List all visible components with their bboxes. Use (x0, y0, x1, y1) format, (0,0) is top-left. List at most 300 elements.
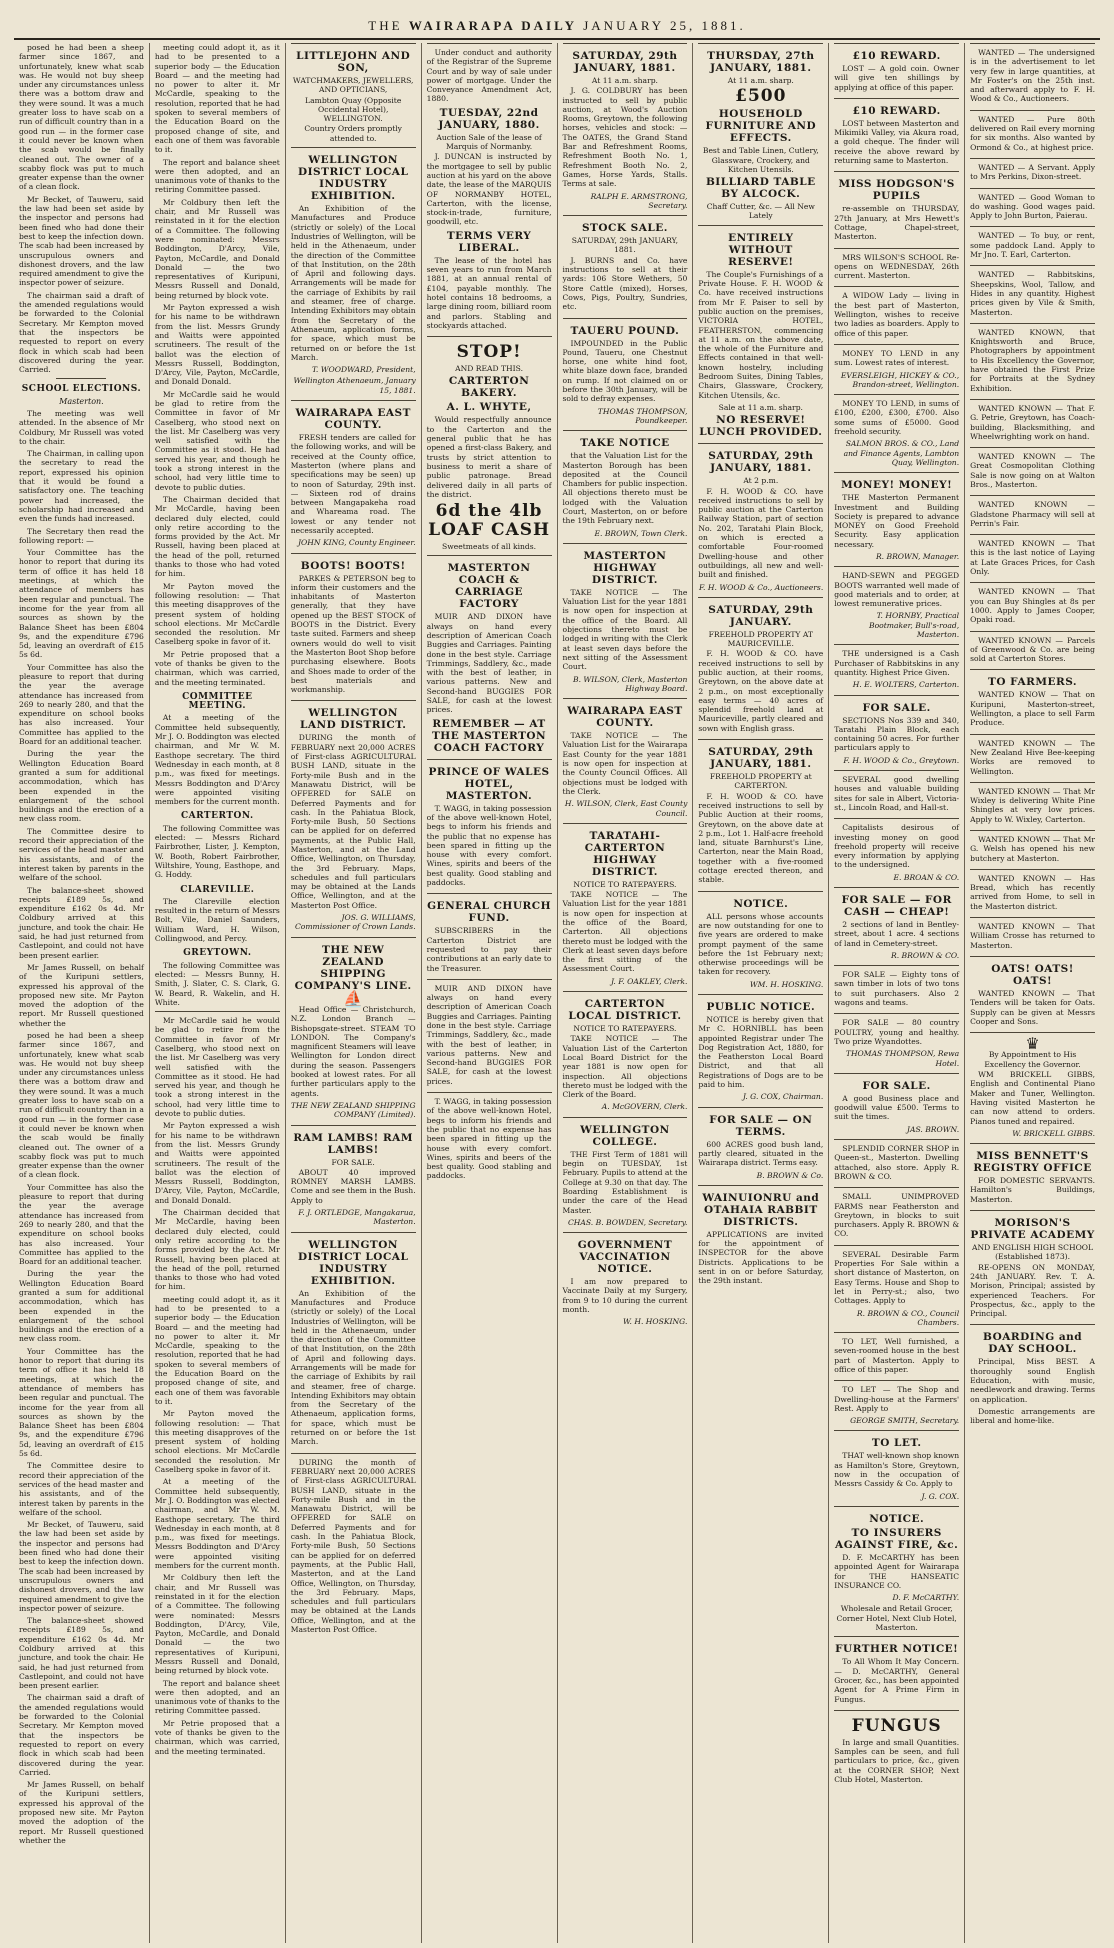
ad-body: In large and small Quantities. Samples can be seen, and full particulars to price, &c., given at the CORNER SHOP, Next Club Hotel, Masterton. (834, 1737, 960, 1784)
ad-title: MORISON'S PRIVATE ACADEMY (970, 1217, 1095, 1242)
ad-title: TERMS VERY LIBERAL. (446, 229, 532, 254)
ad-signature: THOMAS THOMPSON, Poundkeeper. (597, 406, 688, 425)
ad-body: TAKE NOTICE — The Valuation List for the year 1881 is now open for inspection at the office of the Board, Carterton. All objections thereto must be lodged with the Clerk at least seven days before the first sitting of the Assessment Court. (562, 890, 688, 974)
advertisement-exhibition (291, 1232, 416, 1453)
article-paragraph: The balance-sheet showed receipts £189 5s, and expenditure £162 0s 4d. Mr Coldbury arrived at this juncture, and took the chair. He said, he had just returned from Castlepoint, and could not have been present earlier. (19, 885, 144, 960)
ad-signature: Wellington Athenaeum, January 15, 1881. (293, 376, 416, 395)
ad-body: WANTED — To buy, or rent, some paddock Land. Apply to Mr Jno. T. Earl, Carterton. (970, 231, 1095, 260)
article-paragraph: Your Committee has the honor to report that during its term of office it has held 18 meetings, at which the attendance of members has been regular and punctual. The income for the year from all sources as shown by the Balance Sheet has been £804 9s, and the expenditure £796 5d, leaving an overdraft of £15 5s 6d. (19, 548, 144, 660)
advertisement-notice-accounts (698, 891, 823, 994)
ad-body: Head Office — Christchurch, N.Z. London Branch — Bishopsgate-street. STEAM TO LONDON. The Company's magnificent Steamers will leave Wellington for London direct during the season. Passengers booked at lowest rates. For all further particulars apply to the agents. (290, 1004, 416, 1098)
advertisement-wanted-known (970, 869, 1095, 917)
ad-body: FOR SALE — Eighty tons of sawn timber in lots of two tons to suit purchasers. Also 2 wagons and teams. (834, 970, 960, 1008)
columns (14, 43, 1100, 1943)
ad-body: D. F. McCARTHY has been appointed Agent for Wairarapa for THE HANSEATIC INSURANCE CO. (834, 1552, 960, 1590)
ad-title: WAINUIONRU and OTAHAIA RABBIT DISTRICTS. (702, 1191, 820, 1228)
ad-body: RE-OPENS ON MONDAY, 24th JANUARY. Rev. T. A. Morison, Principal; assisted by experienced Teachers. For Prospectus, &c., apply to the Principal. (970, 1262, 1095, 1319)
advertisement-coach-factory (427, 555, 552, 758)
column-3 (286, 43, 422, 1943)
ad-body: WANTED KNOWN — Parcels of Greenwood & Co. are being sold at Carterton Stores. (970, 635, 1095, 664)
article-paragraph: At a meeting of the Committee held subsequently, Mr J. O. Boddington was elected chairman, and Mr W. M. Easthope secretary. The third Wednesday in each month, at 8 p.m., was fixed for meetings. Messrs Boddington and D'Arcy were appointed visiting members for the current month. (154, 713, 280, 807)
ad-line: AND ENGLISH HIGH SCHOOL (Established 1873). (972, 1243, 1094, 1262)
ad-body: DURING the month of FEBRUARY next 20,000 ACRES of First-class AGRICULTURAL BUSH LAND, situate in the Forty-mile Bush and in the Manawatu District, will be OFFERED for SALE on Deferred Payments and for cash. In the Pahiatua Block, Forty-mile Bush, 50 Sections can be applied for on deferred payments, at the Public Hall, Masterton, and at the Land Office, Wellington, on Thursday, the 3rd February. Maps, schedules and full particulars may be obtained at the Lands Office, Wellington, and at the Masterton Post Office. (290, 1457, 416, 1634)
ad-body: To All Whom It May Concern. — D. McCARTHY, General Grocer, &c., has been appointed Agent for A Prime Firm in Fungus. (834, 1657, 960, 1704)
ad-body: T. WAGG, in taking possession of the above well-known Hotel, begs to inform his friends and the public that no expense has been spared in fitting up the house with every comfort. Wines, spirits and beers of the best quality. Good stabling and paddocks. (426, 803, 552, 888)
ad-body: 600 ACRES good bush land, partly cleared, situated in the Wairarapa district. Terms easy. (698, 1139, 824, 1168)
ad-title: TO LET. (871, 1437, 922, 1450)
column-2 (150, 43, 286, 1943)
ad-signature: E. BROAN & CO. (893, 872, 960, 882)
advertisement-prince-of-wales-hotel (427, 759, 552, 894)
ad-headline: FUNGUS (851, 1715, 942, 1736)
ad-body: The lease of the hotel has seven years to run from March 1881, at an annual rental of £104, payable monthly. The hotel contains 18 bedrooms, a large dining room, billiard room and parlors. Stabling and stockyards attached. (426, 255, 552, 330)
advertisement-registry-office (970, 1143, 1095, 1210)
ad-body: SPLENDID CORNER SHOP in Queen-st., Masterton. Dwelling attached, also store. Apply R. BROWN & CO. (834, 1144, 960, 1181)
section-heading-greytown: GREYTOWN. (183, 948, 252, 959)
ad-signature: EVERSLEIGH, HICKEY & CO., Brandon-street, Wellington. (840, 370, 960, 389)
article-paragraph: Mr Payton expressed a wish for his name to be withdrawn from the list. Messrs Grundy and Waitts were appointed scrutineers. The result of the ballot was the election of Messrs Russell, Boddington, D'Arcy, Vile, Payton, McCardle, and Donald Donald. (154, 303, 280, 387)
ad-title: SATURDAY, 29th JANUARY, 1881. (572, 50, 678, 74)
article-paragraph: posed he had been a sheep farmer since 1867, and unfortunately, knew what scab was. He would not buy sheep under any circumstances unless there was a bottom draw and they were sound. It was a much greater loss to have scab on a run of difficult country than in a good run — in the former case it could never be known when the scab would be finally cleaned out. The owner of a scabby flock was put to much greater expense than the owner of a clean flock. (19, 43, 144, 192)
ad-line: FREEHOLD PROPERTY at CARTERTON. (709, 772, 812, 791)
ad-body: SUBSCRIBERS in the Carterton District are requested to pay their contributions at an early date to the Treasurer. (426, 926, 552, 973)
ad-body: THE undersigned is a Cash Purchaser of Rabbitskins in any quantity. Highest Price Given. (834, 649, 960, 677)
ad-line: FREEHOLD PROPERTY AT MAURICEVILLE. (708, 629, 813, 649)
ad-body: Capitalists desirous of investing money on good freehold property will receive every information by applying to the undersigned. (834, 823, 960, 870)
ad-title: TAUERU POUND. (570, 324, 680, 337)
advertisement-wanted-known (970, 830, 1095, 869)
masthead-date: JANUARY 25, 1881. (583, 18, 746, 33)
ad-body: WANTED — The undersigned is in the advertisement to let very few in large quantities, at Mr Foster's on the 25th inst. and afterward apply to F. H. Wood & Co., Auctioneers. (970, 48, 1095, 104)
ad-body: ALL persons whose accounts are now outstanding for one to five years are ordered to make prompt payment of the same before the 1st February next; otherwise proceedings will be taken for recovery. (698, 911, 824, 977)
ad-signature: E. BROWN, Town Clerk. (594, 528, 688, 538)
advertisement-wanted-known (970, 582, 1095, 630)
advertisement-bootmaker (834, 566, 959, 644)
article-paragraph: meeting could adopt it, as it had to be presented to a superior body — the Education Board — and the meeting had no power to alter it. Mr McCardle, speaking to the resolution, reported that he had spoken to several members of the Education Board on the proposed change of site, and each one of them was favorable to it. (154, 43, 280, 155)
article-paragraph: Mr McCardle said he would be glad to retire from the Committee in favor of Mr Caselberg, who stood next on the list. Mr Caselberg was very well satisfied with the Committee as it stood. He had served his year, and though he took a strong interest in the school, had very little time to devote to public duties. (154, 389, 280, 492)
article-paragraph: The Clareville election resulted in the return of Messrs Bolt, Vile, Daniel Saunders, William Ward, H. Wilson, Collingwood, and Percy. (154, 896, 280, 944)
ad-title: TUESDAY, 22nd JANUARY, 1880. (438, 106, 540, 131)
ad-body: TO LET — The Shop and Dwelling-house at the Farmers' Rest. Apply to (834, 1385, 960, 1413)
ad-body: WANTED KNOWN — The New Zealand Hive Bee-keeping Works are removed to Wellington. (970, 738, 1095, 776)
advertisement-for-sale-cash (834, 887, 959, 965)
section-heading-committee-meeting: COMMITTEE MEETING. (182, 691, 253, 712)
advertisement-wanted-known (970, 495, 1095, 534)
advertisement-watchmakers (291, 43, 416, 147)
advertisement-timber (834, 965, 959, 1013)
advertisement-land-district (291, 1453, 416, 1641)
advertisement-money (834, 344, 959, 394)
ad-body: APPLICATIONS are invited for the appointment of INSPECTOR for the above Districts. Applications to be sent in on or before Saturday, the 29th instant. (698, 1229, 824, 1286)
ad-body: A good Business place and goodwill value £500. Terms to suit the times. (834, 1093, 960, 1122)
ad-title: FOR SALE — ON TERMS. (709, 1113, 813, 1138)
ad-signature: J. G. COX. (921, 1491, 960, 1501)
ad-title: REMEMBER — AT THE MASTERTON COACH FACTORY (431, 717, 547, 754)
ad-line: AND READ THIS. (455, 364, 524, 374)
ad-line: Best and Table Linen, Cutlery, Glassware, Crockery, and Kitchen Utensils. (702, 146, 819, 174)
ad-title: TAKE NOTICE (580, 437, 670, 450)
advertisement-wanted (970, 110, 1095, 158)
advertisement-oats (970, 956, 1095, 1032)
ad-signature: R. BROWN, Manager. (875, 551, 960, 561)
advertisement-money (834, 394, 959, 472)
advertisement-vaccination (563, 1232, 688, 1331)
advertisement-wanted-known (970, 782, 1095, 830)
section-heading-clareville: CLAREVILLE. (180, 884, 255, 895)
article-paragraph: The following Committee was elected: — Messrs Bunny, H. Smith, J. Slater, C. S. Clark, G. W. Beard, R. Wakelin, and H. White. (154, 960, 280, 1007)
advertisement-land-district (291, 700, 416, 936)
ad-title: GOVERNMENT VACCINATION NOTICE. (577, 1239, 673, 1276)
ad-body: F. H. WOOD & CO. have received instructions to sell by public auction at the Carterton Railway Station, part of section No. 202, Taratahi Plain Block, on which is erected a comfortable Four-roomed Dwelling-house and other outbuildings, all new and well-built and finished. (698, 486, 824, 580)
ad-body: LOST between Masterton and Mikimiki Valley, via Akura road, a gold cheque. The finder will receive the above reward by returning same to Masterton. (834, 118, 960, 166)
advertisement-wanted (970, 226, 1095, 265)
ad-body: J. BURNS and Co. have instructions to sell at their yards: 106 Store Wethers, 50 Store Cattle (mixed), Horses, Cows, Pigs, Poultry, Sundries, etc. (562, 255, 688, 312)
article-paragraph: The Chairman, in calling upon the secretary to read the report, expressed his opinion that it would be found a satisfactory one. The teaching power had increased, the scholarship had increased and even the funds had increased. (19, 449, 144, 524)
ad-body: DURING the month of FEBRUARY next 20,000 ACRES of First-class AGRICULTURAL BUSH LAND, situate in the Forty-mile Bush and in the Manawatu District, will be OFFERED for SALE on Deferred Payments and for cash. In the Pahiatua Block, Forty-mile Bush, 50 Sections can be applied for on deferred payments, at the Public Hall, Masterton, and at the Land Office, Wellington, on Thursday, the 3rd February. Maps, schedules and full particulars may be obtained at the Lands Office, Wellington, and at the Masterton Post Office. (290, 733, 416, 910)
ad-body: FOR DOMESTIC SERVANTS. Hamilton's Buildings, Masterton. (970, 1176, 1095, 1204)
ad-title: BOARDING and DAY SCHOOL. (983, 1331, 1083, 1356)
article-paragraph: Mr McCardle said he would be glad to retire from the Committee in favor of Mr Caselberg, who stood next on the list. Mr Caselberg was very well satisfied with the Committee as it stood. He had served his year, and though he took a strong interest in the school, had very little time to devote to public duties. (154, 1016, 280, 1119)
article-paragraph: Mr Petrie proposed that a vote of thanks be given to the chairman, which was carried, and the meeting terminated. (154, 1718, 280, 1756)
ad-title: NOTICE. (733, 897, 789, 910)
ad-body: that the Valuation List for the Masterton Borough has been deposited at the Council Chambers for public inspection. All objections thereto must be lodged with the Valuation Court, Masterton, on or before the 19th February next. (562, 451, 688, 526)
ad-body: TAKE NOTICE — The Valuation List for the year 1881 is now open for inspection at the office of the Board. All objections thereto must be lodged in writing with the Clerk at least seven days before the next sitting of the Assessment Court. (562, 587, 688, 672)
article-paragraph: The report and balance sheet were then adopted, and an unanimous vote of thanks to the retiring Committee passed. (154, 1678, 280, 1716)
advertisement-boarding-school (970, 1324, 1095, 1431)
ad-title: MISS BENNETT'S REGISTRY OFFICE (973, 1150, 1092, 1175)
advertisement-public-notice (698, 994, 823, 1107)
ad-signature: H. E. WOLTERS, Carterton. (852, 680, 960, 690)
advertisement-east-county-valuation (563, 698, 688, 823)
ad-title: ENTIRELY WITHOUT RESERVE! (728, 231, 794, 268)
advertisement-reward (834, 43, 959, 98)
divider (155, 1011, 280, 1012)
ad-title: WAIRARAPA EAST COUNTY. (295, 407, 411, 432)
advertisement-fungus (834, 1710, 959, 1790)
ad-body: Domestic arrangements are liberal and home-like. (970, 1406, 1095, 1426)
ad-body: WANTED KNOWN — That Mr G. Welsh has opened his new butchery at Masterton. (970, 835, 1095, 863)
article-paragraph: The Chairman decided that Mr McCardle, having been declared duly elected, could only retire according to the forms provided by the Act. Mr Russell, having been placed at the head of the poll, returned thanks to those who had voted for him. (154, 1208, 280, 1292)
ad-signature: SALMON BROS. & CO., Land and Finance Agents, Lambton Quay, Wellington. (843, 439, 960, 467)
advertisement-greytown-sale (563, 43, 688, 215)
ad-line: Wholesale and Retail Grocer, Corner Hotel, Next Club Hotel, Masterton. (836, 1604, 957, 1633)
ad-signature: JOS. G. WILLIAMS, Commissioner of Crown Lands. (294, 913, 416, 932)
advertisement-business (834, 1073, 959, 1139)
article-paragraph: The chairman said a draft of the amended regulations would be forwarded to the Colonial Secretary. Mr Kempton moved that the inspectors be requested to report on every flock in which scab had been discovered during the year. Carried. (19, 1693, 144, 1777)
ad-line: SATURDAY, 29th JANUARY, 1881. (571, 236, 679, 255)
advertisement-wanted-known (970, 917, 1095, 956)
column-4 (422, 43, 558, 1943)
ad-title: BOOTS! BOOTS! (300, 559, 406, 572)
ad-body: WANTED KNOWN — Gladstone Pharmacy will sell at Perrin's Fair. (970, 500, 1095, 528)
article-paragraph: The chairman said a draft of the amended regulations would be forwarded to the Colonial Secretary. Mr Kempton moved that the inspectors be requested to report on every flock in which scab had been discovered during the year. Carried. (19, 290, 144, 375)
ad-body: Under conduct and authority of the Registrar of the Supreme Court and by way of sale under power of mortgage. Under the Conveyance Amendment Act, 1880. (426, 48, 552, 104)
ad-title: RAM LAMBS! RAM LAMBS! (293, 1131, 413, 1156)
article-paragraph: The meeting was well attended. In the absence of Mr Coldbury, Mr Russell was voted to the chair. (19, 408, 144, 446)
advertisement-wellington-college (563, 1117, 688, 1232)
article-paragraph: Mr James Russell, on behalf of the Kuripuni settlers, expressed his approval of the proposed new site. Mr Payton moved the adoption of the report. Mr Russell questioned whether the (19, 962, 144, 1028)
ad-signature: F. H. WOOD & Co., Greytown. (843, 755, 960, 765)
advertisement-reward (834, 98, 959, 171)
ad-body: WANTED — A Servant. Apply to Mrs Perkins, Dixon-street. (970, 162, 1095, 182)
advertisement-dwelling-houses (834, 770, 959, 818)
ad-body: WANTED KNOWN — The Great Cosmopolitan Clothing Sale is now going on at Walton Bros., Masterton. (970, 452, 1095, 489)
advertisement-for-sale (834, 695, 959, 770)
divider (56, 378, 106, 379)
ad-body: WANTED KNOWN — That William Crosse has returned to Masterton. (970, 922, 1095, 950)
advertisement-capitalists (834, 818, 959, 887)
article-paragraph: During the year the Wellington Education Board granted a sum for additional accommodation, which has been expended in the enlargement of the school buildings and the erection of a new class room. (19, 749, 144, 824)
article-paragraph: Mr Payton moved the following resolution: — That this meeting disapproves of the present system of holding school elections. Mr McCardle seconded the resolution. Mr Caselberg spoke in favor of it. (154, 1409, 280, 1475)
advertisement-farm-properties (834, 1245, 959, 1332)
ad-signature: F. J. ORTLEDGE, Mangakarua, Masterton. (298, 1208, 416, 1227)
ad-body: 2 sections of land in Bentley-street, about 1 acre. 4 sections of land in Cemetery-street. (834, 920, 960, 948)
advertisement-stop (427, 336, 552, 555)
ad-line: NOTICE TO RATEPAYERS. (573, 879, 677, 889)
article-paragraph: During the year the Wellington Education Board granted a sum for additional accommodation, which has been expended in the enlargement of the school buildings and the erection of a new class room. (19, 1269, 144, 1344)
ad-body: WANTED — Pure 80th delivered on Rail every morning for six months. Also wanted by Ormond & Co., at highest price. (970, 114, 1095, 152)
ad-signature: J. F. OAKLEY, Clerk. (610, 976, 688, 986)
ad-title: TO FARMERS. (988, 676, 1078, 689)
ship-icon: ⛵ (343, 988, 364, 1008)
advertisement-boots (291, 553, 416, 701)
ad-line: At 2 p.m. (743, 476, 779, 486)
ad-body: J. G. COLDBURY has been instructed to sell by public auction, at Wood's Auction Rooms, Greytown, the following horses, vehicles and stock: — The OATES, the Grand Stand Bar and Refreshment Rooms, Refreshment Booth No. 1, Refreshment Booth No. 2, Games, Horse Yards, Stalls. Terms at sale. (562, 86, 688, 189)
section-heading-school-elections: SCHOOL ELECTIONS. (21, 384, 142, 395)
ad-signature: THOMAS THOMPSON, Rewa Hotel. (845, 1049, 960, 1068)
royal-crest-icon: ♛ (1025, 1034, 1040, 1054)
ad-title: PRINCE OF WALES HOTEL, MASTERTON. (428, 765, 550, 802)
ad-body: WANTED KNOW — That on Kuripuni, Masterton-street, Wellington, a place to sell Farm Produce. (970, 690, 1095, 728)
ad-body: re-assemble on THURSDAY, 27th January, at Mrs Hewett's Cottage, Chapel-street, Masterton. (834, 204, 960, 242)
advertisement-wanted-known (970, 399, 1095, 447)
advertisement-wanted (970, 43, 1095, 110)
column-7 (829, 43, 965, 1943)
ad-title: £10 REWARD. (852, 104, 941, 117)
ad-title: WELLINGTON DISTRICT LOCAL INDUSTRY EXHIBITION. (298, 154, 409, 203)
ad-body: MONEY TO LEND, in sums of £100, £200, £300, £700. Also some sums of £5000. Good freehold security. (834, 399, 960, 437)
article-paragraph: Mr Petrie proposed that a vote of thanks be given to the chairman, which was carried, and the meeting terminated. (154, 649, 280, 687)
article-paragraph: At a meeting of the Committee held subsequently, Mr J. O. Boddington was elected chairman, and Mr W. M. Easthope secretary. The third Wednesday in each month, at 8 p.m., was fixed for meetings. Messrs Boddington and D'Arcy were appointed visiting members for the current month. (154, 1477, 280, 1571)
advertisement-for-sale-terms (698, 1107, 823, 1185)
advertisement-school (834, 248, 959, 287)
ad-title: WAIRARAPA EAST COUNTY. (567, 705, 683, 730)
ad-signature: B. BROWN & Co. (756, 1170, 824, 1180)
ad-body: PARKES & PETERSON beg to inform their customers and the inhabitants of Masterton generally, that they have opened up the BEST STOCK of BOOTS in the District. Every taste suited. Farmers and sheep owners would do well to visit the Masterton Boot Shop before purchasing elsewhere. Boots and Shoes made to order of the best materials and workmanship. (290, 573, 416, 695)
ad-body: TAKE NOTICE — The Valuation List for the Wairarapa East County for the year 1881 is now open for inspection at the County Council Offices. All objections must be lodged with the Clerk. (562, 731, 688, 796)
ad-title: SATURDAY, 29th JANUARY, 1881. (708, 450, 814, 475)
advertisement-carterton-freehold (698, 739, 823, 891)
advertisement-to-farmers (970, 669, 1095, 733)
advertisement-to-let (834, 1332, 959, 1380)
ad-title: MASTERTON COACH & CARRIAGE FACTORY (447, 562, 531, 611)
ad-body: WANTED KNOWN — That F. G. Petrie, Greytown, has Coach-building, Blacksmithing, and Wheelwrighting work on hand. (970, 403, 1095, 441)
column-8 (965, 43, 1100, 1943)
ad-body: FOR SALE — 80 country POULTRY, young and healthy. Two prize Wyandottes. (834, 1018, 960, 1046)
ad-body: HAND-SEWN and PEGGED BOOTS warranted well made of good materials and to order, at lowest remunerative prices. (834, 571, 960, 609)
ad-signature: CHAS. B. BOWDEN, Secretary. (567, 1217, 688, 1227)
ad-title: GENERAL CHURCH FUND. (427, 900, 552, 925)
ad-body: FRESH tenders are called for the following works, and will be received at the County office, Masterton (where plans and specifications may be seen) up to noon of Saturday, 29th inst. — Sixteen rod of drains between Mangapakeha road and Whareama road. The lowest or any tender not necessarily accepted. (290, 433, 416, 535)
article-paragraph: Your Committee has also the pleasure to report that during the year the average attendance has increased from 269 to nearly 280, and that the expenditure on school books has also increased. Your Committee has applied to the Board for an additional teacher. (19, 662, 144, 747)
ad-body: THE Masterton Permanent Investment and Building Society is prepared to advance MONEY on Good Freehold Security. Easy application necessary. (834, 493, 960, 549)
advertisement-farms (834, 1187, 959, 1244)
column-5 (558, 43, 694, 1943)
advertisement-shipping (291, 937, 416, 1125)
ad-line: FOR SALE. (331, 1157, 375, 1167)
advertisement-church-fund (427, 893, 552, 978)
advertisement-wanted-known (970, 447, 1095, 495)
ad-headline: STOP! (456, 342, 522, 363)
ad-line: By Appointment to His Excellency the Governor. (984, 1050, 1081, 1069)
ad-title: WELLINGTON DISTRICT LOCAL INDUSTRY EXHIBITION. (298, 1238, 409, 1287)
ad-body: LOST — A gold coin. Owner will give ten shillings by applying at office of this paper. (834, 64, 960, 92)
ad-headline: £500 (735, 86, 787, 107)
ad-body: MUIR AND DIXON have always on hand every description of American Coach Buggies and Carriages. Painting done in the best style. Carriage Trimmings, Saddlery, &c., made with the best of leather, in various patterns. New and Second-hand BUGGIES FOR SALE, for cash at the lowest prices. (426, 612, 552, 715)
ad-body: WANTED — Rabbitskins, Sheepskins, Wool, Tallow, and Hides in any quantity. Highest prices given by Vile & Smith, Masterton. (970, 270, 1095, 317)
advertisement-coach-factory (427, 979, 552, 1092)
masthead-the: THE (368, 18, 403, 33)
ad-body: TAKE NOTICE — The Valuation List of the Carterton Local Board District for the year 1881 is now open for inspection. All objections thereto must be lodged with the Clerk of the Board. (562, 1034, 688, 1100)
ad-signature: JAS. BROWN. (906, 1124, 960, 1134)
advertisement-mauriceville (698, 597, 823, 739)
masthead-paper-name: WAIRARAPA DAILY (408, 18, 577, 33)
ad-title: THURSDAY, 27th JANUARY, 1881. (707, 50, 815, 74)
ad-line: Sale at 11 a.m. sharp. (718, 402, 803, 412)
ad-title: TO INSURERS AGAINST FIRE, &c. (835, 1526, 959, 1551)
ad-signature: R. BROWN & CO. (891, 950, 960, 960)
ad-signature: JOHN KING, County Engineer. (298, 538, 416, 548)
ad-body: TO LET, Well furnished, a seven-roomed house in the best part of Masterton. Apply to office of this paper. (834, 1337, 960, 1374)
ad-body: SMALL UNIMPROVED FARMS near Featherston and Greytown, in blocks to suit purchasers. Apply R. BROWN & CO. (834, 1192, 960, 1239)
advertisement-to-let (834, 1380, 959, 1430)
ad-body: A WIDOW Lady — living in the best part of Masterton, Wellington, wishes to receive two ladies as boarders. Apply to office of this paper. (834, 291, 960, 338)
ad-body: F. H. WOOD & CO. have received instructions to sell by public auction, at their rooms, Greytown, on the above date at 2 p.m., on most exceptionally easy terms — 40 acres of splendid freehold land at Mauriceville, partly cleared and sown with English grass. (698, 649, 824, 733)
ad-signature: R. BROWN & CO., Council Chambers. (856, 1308, 960, 1327)
ad-title: OATS! OATS! OATS! (991, 962, 1074, 987)
ad-body: WANTED KNOWN — That this is the last notice of Laying at Late Graces Prices, for Cash Only. (970, 539, 1095, 577)
section-heading-carterton: CARTERTON. (180, 811, 254, 822)
masthead (14, 0, 1100, 40)
ad-title: FOR SALE. (862, 701, 931, 714)
ad-body: WANTED KNOWN — That Tenders will be taken for Oats. Supply can be given at Messrs Cooper and Sons. (970, 988, 1095, 1026)
advertisement-boarding (834, 286, 959, 343)
ad-line: Country Orders promptly attended to. (304, 124, 402, 143)
ad-title: CARTERTON LOCAL DISTRICT. (568, 998, 682, 1023)
ad-body: WANTED — Good Woman to do washing. Good wages paid. Apply to John Burton, Paierau. (970, 192, 1095, 221)
ad-body: SECTIONS Nos 339 and 340, Taratahi Plain Block, each containing 50 acres. For further particulars apply to (834, 715, 960, 753)
article-paragraph: Mr Becket, of Tauweru, said the law had been set aside by the inspector and persons had been fined who had done their best to keep the infection down. The scab had been increased by unscrupulous owners and dishonest drovers, and the law required amendment to give the inspector power of seizure. (19, 1520, 144, 1613)
advertisement-wanted-known (970, 734, 1095, 782)
column-1 (14, 43, 150, 1943)
advertisement-insurance (834, 1506, 959, 1636)
article-paragraph: The report and balance sheet were then adopted, and an unanimous vote of thanks to the retiring Committee passed. (154, 157, 280, 195)
section-subheading-masterton: Masterton. (59, 396, 104, 406)
advertisement-to-let-store (834, 1430, 959, 1505)
ad-signature: RALPH E. ARMSTRONG, Secretary. (590, 191, 688, 210)
ad-title: SATURDAY, 29th JANUARY. (708, 603, 814, 628)
ad-signature: GEORGE SMITH, Secretary. (850, 1416, 960, 1426)
ad-signature: F. H. WOOD & Co., Auctioneers. (698, 582, 824, 592)
article-paragraph: Mr Payton moved the following resolution: — That this meeting disapproves of the present system of holding school elections. Mr McCardle seconded the resolution. Mr Caselberg spoke in favor of it. (154, 581, 280, 647)
advertisement-mortgagee-sale (427, 43, 552, 336)
ad-body: WANTED KNOWN, that Knightsworth and Bruce, Photographers by appointment to His Excellency the Governor, have obtained the First Prize for Portraits at the Sydney Exhibition. (970, 327, 1095, 393)
advertisement-piano-maker (970, 1032, 1095, 1143)
article-paragraph: posed he had been a sheep farmer since 1867, and unfortunately, knew what scab was. He would not buy sheep under any circumstances unless there was a bottom draw and they were sound. It was a much greater loss to have scab on a run of difficult country than in a good run — in the former case it could never be known when the scab would be finally cleaned out. The owner of a scabby flock was put to much greater expense than the owner of a clean flock. (19, 1030, 144, 1180)
ad-body: F. H. WOOD & CO. have received instructions to sell by Public Auction at their rooms, Greytown, on the above date at 2 p.m., Lot 1. Half-acre freehold land, situate Barnhurst's Line, Carterton, near the Main Road, together with a five-roomed cottage erected thereon, and stable. (698, 791, 824, 885)
ad-title: PUBLIC NOTICE. (706, 1001, 816, 1013)
advertisement-academy (970, 1210, 1095, 1324)
ad-title: MASTERTON HIGHWAY DISTRICT. (583, 549, 667, 586)
advertisement-building-society (834, 472, 959, 566)
article-paragraph: Your Committee has the honor to report that during its term of office it has held 18 meetings, at which the attendance of members has been regular and punctual. The income for the year from all sources as shown by the Balance Sheet has been £804 9s, and the expenditure £796 5d, leaving an overdraft of £15 5s 6d. (19, 1346, 144, 1459)
advertisement-carterton-local (563, 991, 688, 1117)
ad-body: An Exhibition of the Manufactures and Produce (strictly or solely) of the Local Industries of Wellington, will be held in the Athenaeum, under the direction of the Committee of that Institution, on the 28th of April and following days. Arrangements will be made for the carriage of Exhibits by rail and steamer, free of charge. Intending Exhibitors may obtain from the Secretary of the Athenaeum, application forms, for space, which must be returned on or before the 1st March. (290, 204, 416, 362)
masthead-title (368, 18, 745, 34)
ad-signature: W. H. HOSKING. (623, 1317, 688, 1327)
ad-headline: 6d the 4lb LOAF CASH (428, 501, 551, 541)
advertisement-east-county-tenders (291, 400, 416, 553)
advertisement-wanted-known (970, 631, 1095, 670)
ad-signature: T. HORNBY, Practical Bootmaker, Bull's-road, Masterton. (869, 611, 960, 640)
ad-title: SATURDAY, 29th JANUARY, 1881. (708, 746, 814, 771)
advertisement-wanted (970, 188, 1095, 227)
advertisement-school (834, 171, 959, 247)
advertisement-wanted-known (970, 534, 1095, 582)
advertisement-victoria-hotel (698, 225, 823, 443)
advertisement-wanted (970, 158, 1095, 188)
ad-body: J. DUNCAN is instructed by the mortgagee to sell by public auction at his yard on the above date, the lease of the MARQUIS OF NORMANBY HOTEL, Carterton, with the license, stock-in-trade, furniture, goodwill, etc. (426, 152, 552, 227)
ad-title: WELLINGTON COLLEGE. (580, 1123, 670, 1148)
ad-title: £10 REWARD. (852, 50, 941, 62)
advertisement-household-furniture (698, 43, 823, 225)
ad-body: Principal, Miss BEST. A thoroughly sound English Education, with music, needlework and drawing. Terms on application. (970, 1357, 1095, 1404)
ad-signature: THE NEW ZEALAND SHIPPING COMPANY (Limited). (290, 1100, 416, 1120)
ad-body: THAT well-known shop known as Hamilton's Store, Greytown, now in the occupation of Messrs Cassidy & Co. Apply to (834, 1451, 960, 1489)
ad-line: WATCHMAKERS, JEWELLERS, AND OPTICIANS, (292, 76, 414, 95)
ad-title: FURTHER NOTICE! (835, 1643, 959, 1656)
ad-title: FOR SALE. (862, 1079, 931, 1092)
ad-line: NOTICE TO RATEPAYERS. (573, 1024, 677, 1034)
advertisement-wanted-known (970, 323, 1095, 399)
article-paragraph: The Chairman decided that Mr McCardle, having been declared duly elected, could only retire according to the forms provided by the Act. Mr Russell, having been placed at the head of the poll, returned thanks to those who had voted for him. (154, 494, 280, 579)
advertisement-rabbitskins (834, 644, 959, 694)
ad-body: T. WAGG, in taking possession of the above well-known Hotel, begs to inform his friends and the public that no expense has been spared in fitting up the house with every comfort. Wines, spirits and beers of the best quality. Good stabling and paddocks. (426, 1097, 552, 1181)
ad-line: Sweetmeats of all kinds. (442, 542, 537, 552)
article-paragraph: The Secretary then read the following report: — (19, 526, 144, 545)
ad-body: NOTICE is hereby given that Mr C. HORNIBLL has been appointed Registrar under The Dog Registration Act, 1880, for the Featherston Local Board District, and that all Registrations of Dogs are to be paid to him. (698, 1015, 824, 1090)
ad-body: The Couple's Furnishings of a Private House. F. H. WOOD & Co. have received instructions from Mr F. Paiser to sell by public auction on the premises, VICTORIA HOTEL, FEATHERSTON, commencing at 11 a.m. on the above date, the whole of the Furniture and Effects contained in that well-known hostelry, including Bedroom Suites, Dining Tables, Chairs, Glassware, Crockery, Kitchen Utensils, &c. (698, 269, 824, 400)
ad-signature: A. McGOVERN, Clerk. (601, 1102, 688, 1112)
ad-body: THE First Term of 1881 will begin on TUESDAY, 1st February. Pupils to attend at the College at 9.30 on that day. The Boarding Establishment is under the care of the Head Master. (562, 1149, 688, 1215)
ad-title: A. L. WHYTE, (446, 401, 532, 414)
ad-title: WELLINGTON LAND DISTRICT. (299, 707, 407, 732)
ad-title: NO RESERVE! LUNCH PROVIDED. (699, 414, 823, 439)
advertisement-take-notice (563, 430, 688, 543)
article-paragraph: Mr James Russell, on behalf of the Kuripuni settlers, expressed his approval of the proposed new site. Mr Payton moved the adoption of the report. Mr Russell questioned whether the (19, 1780, 144, 1845)
ad-body: Would respectfully announce to the Carterton and the general public that he has opened a first-class Bakery, and trusts by strict attention to business to merit a share of public patronage. Bread delivered daily in all parts of the district. (426, 415, 552, 499)
article-paragraph: The Committee desire to record their appreciation of the services of the head master and his assistants, and of the interest taken by parents in the welfare of the school. (19, 826, 144, 883)
ad-signature: B. WILSON, Clerk, Masterton Highway Board. (573, 674, 688, 693)
advertisement-taratahi-carterton (563, 823, 688, 991)
ad-line: Lambton Quay (Opposite Occidental Hotel), WELLINGTON. (305, 95, 402, 124)
ad-title: LITTLEJOHN AND SON, (296, 50, 411, 74)
ad-title: MONEY! MONEY! (841, 479, 953, 492)
article-paragraph: Mr Coldbury then left the chair, and Mr Russell was reinstated in it for the election of a Committee. The following were nominated: Messrs Boddington, D'Arcy, Vile, Payton, McCardle, and Donald Donald — the two representatives of Kuripuni, Messrs Russell and Donald, being returned by block vote. (154, 197, 280, 300)
ad-body: WM BRICKELL GIBBS, English and Continental Piano Maker and Tuner, Wellington. Having visited Masterton he can now attend to orders. Pianos tuned and repaired. (970, 1070, 1095, 1126)
advertisement-prince-of-wales-hotel (427, 1092, 552, 1187)
advertisement-poultry (834, 1013, 959, 1072)
